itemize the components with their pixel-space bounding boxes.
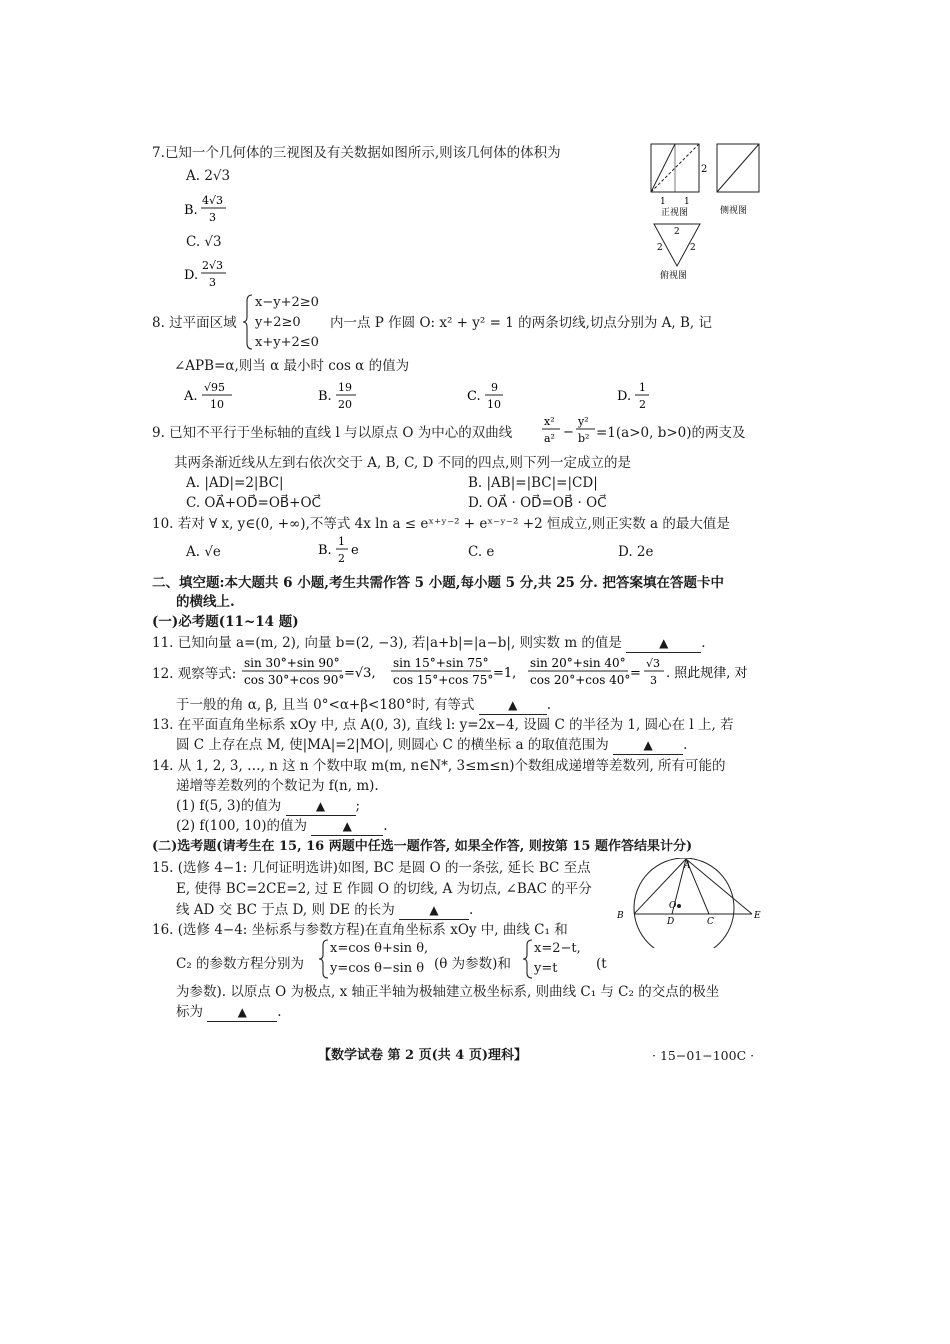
q10-option-a: A. √e <box>186 544 221 560</box>
q7-option-a: A. 2√3 <box>186 168 231 184</box>
q15-answer-mark: ▲ <box>429 903 439 917</box>
q16-system1-line1: x=cos θ+sin θ, <box>330 941 429 956</box>
q16-mid: (θ 为参数)和 <box>434 956 511 972</box>
svg-text:√95: √95 <box>204 381 226 394</box>
svg-text:b²: b² <box>578 432 590 445</box>
svg-text:sin 30°+sin 90°: sin 30°+sin 90° <box>244 656 340 670</box>
q14-sub1 <box>176 797 360 816</box>
q12-answer-mark: ▲ <box>508 698 518 712</box>
q8-system-line-2: y+2≥0 <box>255 315 301 330</box>
q16-tail: (t <box>596 956 607 972</box>
q14-sub2-text: (2) f(100, 10)的值为 <box>176 818 307 834</box>
svg-text:sin 20°+sin 40°: sin 20°+sin 40° <box>530 656 626 670</box>
svg-text:侧视图: 侧视图 <box>720 206 748 216</box>
svg-text:2√3: 2√3 <box>202 259 224 272</box>
q8-option-a <box>180 378 250 418</box>
q16-system1-line2: y=cos θ−sin θ <box>330 961 425 976</box>
svg-text:√3: √3 <box>646 657 661 670</box>
q9-option-a: A. |AD|=2|BC| <box>186 475 284 491</box>
svg-text:x²: x² <box>544 415 555 428</box>
q16-brace-1 <box>318 938 330 980</box>
front-view <box>651 144 707 218</box>
svg-text:B.: B. <box>318 389 332 404</box>
svg-text:y²: y² <box>578 415 589 428</box>
top-view <box>654 224 700 281</box>
q16-line1: 16. (选修 4−4: 坐标系与参数方程)在直角坐标系 xOy 中, 曲线 C₁ 和 <box>152 922 568 938</box>
q11-stem: 11. 已知向量 a=(m, 2), 向量 b=(2, −3), 若|a+b|=|a−b|, 则实数 m 的值是 <box>152 635 622 651</box>
q11-answer-mark: ▲ <box>659 636 669 650</box>
q14-sub1-tail: ; <box>355 798 361 814</box>
q12-line2 <box>176 696 551 715</box>
svg-text:1: 1 <box>684 197 690 207</box>
q9-option-c: C. OA⃗+OD⃗=OB⃗+OC⃗ <box>186 495 321 511</box>
svg-text:2: 2 <box>338 552 345 565</box>
svg-text:B.: B. <box>318 543 332 558</box>
q8-brace <box>242 293 254 351</box>
q11-answer-blank <box>626 634 701 653</box>
svg-text:2: 2 <box>701 164 708 175</box>
svg-text:=: = <box>630 666 641 681</box>
svg-text:3: 3 <box>650 674 657 687</box>
q8-prefix: 8. 过平面区域 <box>152 315 237 331</box>
svg-text:2: 2 <box>657 243 663 253</box>
svg-text:9: 9 <box>491 381 498 394</box>
svg-text:e: e <box>351 543 359 558</box>
svg-text:. 照此规律, 对: . 照此规律, 对 <box>666 666 748 681</box>
q8-stem-line2: ∠APB=α,则当 α 最小时 cos α 的值为 <box>174 358 410 374</box>
svg-text:10: 10 <box>487 398 501 411</box>
q14-sub1-answer-mark: ▲ <box>315 799 326 813</box>
svg-text:O: O <box>669 901 677 911</box>
svg-text:10: 10 <box>210 398 224 411</box>
q8-system-line-3: x+y+2≤0 <box>255 335 319 350</box>
footer-page-info: 【数学试卷 第 2 页(共 4 页)理科】 <box>318 1048 528 1063</box>
section2-heading: 二、填空题:本大题共 6 小题,考生共需作答 5 小题,每小题 5 分,共 25 分. 把答案填在答题卡中 <box>152 575 725 591</box>
q15-stem-line3: 线 AD 交 BC 于点 D, 则 DE 的长为 <box>176 902 395 918</box>
q7-stem: 7.已知一个几何体的三视图及有关数据如图所示,则该几何体的体积为 <box>152 145 561 161</box>
q16-line2-prefix: C₂ 的参数方程分别为 <box>176 956 305 972</box>
footer-code: · 15−01−100C · <box>652 1048 755 1063</box>
q10-option-b <box>314 532 374 572</box>
q7-three-view-figure <box>640 138 770 283</box>
q9-stem-line1b: =1(a>0, b>0)的两支及 <box>596 425 746 441</box>
q14-sub2-answer-mark: ▲ <box>342 819 352 833</box>
q7-option-d <box>180 255 240 295</box>
svg-text:a²: a² <box>544 432 555 445</box>
q8-option-b <box>314 378 374 418</box>
q14-sub1-text: (1) f(5, 3)的值为 <box>176 798 282 814</box>
q16-line4 <box>176 1003 282 1022</box>
q10-option-c: C. e <box>468 544 495 560</box>
q9-option-b: B. |AB|=|BC|=|CD| <box>468 475 598 491</box>
q14-sub2 <box>176 817 388 836</box>
q16-line3: 为参数). 以原点 O 为极点, x 轴正半轴为极轴建立极坐标系, 则曲线 C₁ 与 C₂ 的交点的极坐 <box>176 984 720 1000</box>
q15-line2: E, 使得 BC=2CE=2, 过 E 作圆 O 的切线, A 为切点, ∠BAC 的平分 <box>176 881 592 897</box>
svg-text:3: 3 <box>209 276 216 289</box>
svg-text:B.: B. <box>184 203 198 218</box>
svg-text:C: C <box>707 917 714 927</box>
q13-tail: . <box>683 737 688 753</box>
svg-text:−: − <box>563 425 574 440</box>
part2-heading: (二)选考题(请考生在 15, 16 两题中任选一题作答, 如果全作答, 则按第 15 题作答结果计分) <box>152 839 693 854</box>
svg-text:E: E <box>754 911 761 921</box>
svg-text:1: 1 <box>660 197 666 207</box>
svg-text:A: A <box>684 861 691 871</box>
q12-tail: . <box>546 697 552 713</box>
q12-equalities <box>240 654 770 694</box>
side-view <box>717 144 759 216</box>
q10-stem: 10. 若对 ∀ x, y∈(0, +∞),不等式 4x ln a ≤ eˣ⁺ʸ⁻² + eˣ⁻ʸ⁻² +2 恒成立,则正实数 a 的最大值是 <box>152 516 730 532</box>
section2-part1-heading: (一)必考题(11~14 题) <box>152 614 299 630</box>
svg-text:D.: D. <box>617 389 632 404</box>
q12-answer-blank <box>479 696 547 715</box>
q12-stem-line2: 于一般的角 α, β, 且当 0°<α+β<180°时, 有等式 <box>176 697 475 713</box>
q13-stem-line2: 圆 C 上存在点 M, 使|MA|=2|MO|, 则圆心 C 的横坐标 a 的取值范围为 <box>176 737 609 753</box>
q14-sub2-answer-blank <box>311 817 383 836</box>
svg-text:cos 20°+cos 40°: cos 20°+cos 40° <box>530 673 631 687</box>
svg-text:1: 1 <box>338 535 345 548</box>
q16-answer-blank <box>207 1003 277 1022</box>
q10-option-d: D. 2e <box>618 544 654 560</box>
q9-hyperbola-fractions <box>540 413 600 451</box>
q8-stem-cont: 内一点 P 作圆 O: x² + y² = 1 的两条切线,切点分别为 A, B, 记 <box>330 315 713 331</box>
svg-text:D.: D. <box>184 268 199 283</box>
q13-answer-mark: ▲ <box>643 738 653 752</box>
svg-text:俯视图: 俯视图 <box>660 271 688 281</box>
svg-text:20: 20 <box>338 398 352 411</box>
q15-line1: 15. (选修 4−1: 几何证明选讲)如图, BC 是圆 O 的一条弦, 延长 BC 至点 <box>152 860 591 876</box>
svg-text:cos 30°+cos 90°: cos 30°+cos 90° <box>244 673 345 687</box>
svg-text:=√3,: =√3, <box>344 666 376 681</box>
svg-text:2: 2 <box>639 398 646 411</box>
q9-stem-line2: 其两条渐近线从左到右依次交于 A, B, C, D 不同的四点,则下列一定成立的是 <box>174 455 631 471</box>
q16-system2-line2: y=t <box>534 961 558 976</box>
q14-line2: 递增等差数列的个数记为 f(n, m). <box>176 778 379 794</box>
q7-option-b <box>180 190 240 230</box>
svg-text:3: 3 <box>209 211 216 224</box>
svg-text:1: 1 <box>639 381 646 394</box>
section2-heading-cont: 的横线上. <box>176 594 235 610</box>
q14-sub2-tail: . <box>383 818 388 834</box>
q11-text <box>152 634 706 653</box>
q8-option-c <box>463 378 523 418</box>
svg-text:B: B <box>617 911 624 921</box>
q9-option-d: D. OA⃗ · OD⃗=OB⃗ · OC⃗ <box>468 495 607 511</box>
q8-option-d <box>613 378 673 418</box>
svg-text:2: 2 <box>690 243 696 253</box>
svg-text:D: D <box>667 917 675 927</box>
svg-text:cos 15°+cos 75°: cos 15°+cos 75° <box>393 673 494 687</box>
svg-text:sin 15°+sin 75°: sin 15°+sin 75° <box>393 656 489 670</box>
q13-answer-blank <box>613 736 683 755</box>
q9-stem-line1a: 9. 已知不平行于坐标轴的直线 l 与以原点 O 为中心的双曲线 <box>152 425 513 441</box>
svg-text:=1,: =1, <box>493 666 517 681</box>
svg-text:2: 2 <box>674 227 680 237</box>
q13-line1: 13. 在平面直角坐标系 xOy 中, 点 A(0, 3), 直线 l: y=2x−4, 设圆 C 的半径为 1, 圆心在 l 上, 若 <box>152 717 734 733</box>
q16-brace-2 <box>522 938 534 980</box>
q15-circle-figure <box>612 858 772 948</box>
q8-system-line-1: x−y+2≥0 <box>255 295 319 310</box>
q14-sub1-answer-blank <box>286 797 356 816</box>
q16-stem-line4: 标为 <box>176 1004 203 1020</box>
svg-text:4√3: 4√3 <box>202 194 224 207</box>
q14-line1: 14. 从 1, 2, 3, …, n 这 n 个数中取 m(m, n∈N*, 3≤m≤n)个数组成递增等差数列, 所有可能的 <box>152 758 726 774</box>
svg-text:正视图: 正视图 <box>661 208 689 218</box>
svg-text:A.: A. <box>184 389 198 404</box>
q16-system2-line1: x=2−t, <box>534 941 581 956</box>
svg-text:C.: C. <box>467 389 481 404</box>
q16-answer-mark: ▲ <box>237 1005 247 1019</box>
q12-prefix: 12. 观察等式: <box>152 666 237 682</box>
q16-tail-period: . <box>277 1004 282 1020</box>
q15-tail: . <box>469 902 474 918</box>
q15-answer-blank <box>399 901 469 920</box>
q15-line3 <box>176 901 473 920</box>
q7-option-c: C. √3 <box>186 234 222 250</box>
svg-text:19: 19 <box>338 381 352 394</box>
q13-line2 <box>176 736 687 755</box>
q11-tail: . <box>701 635 706 651</box>
